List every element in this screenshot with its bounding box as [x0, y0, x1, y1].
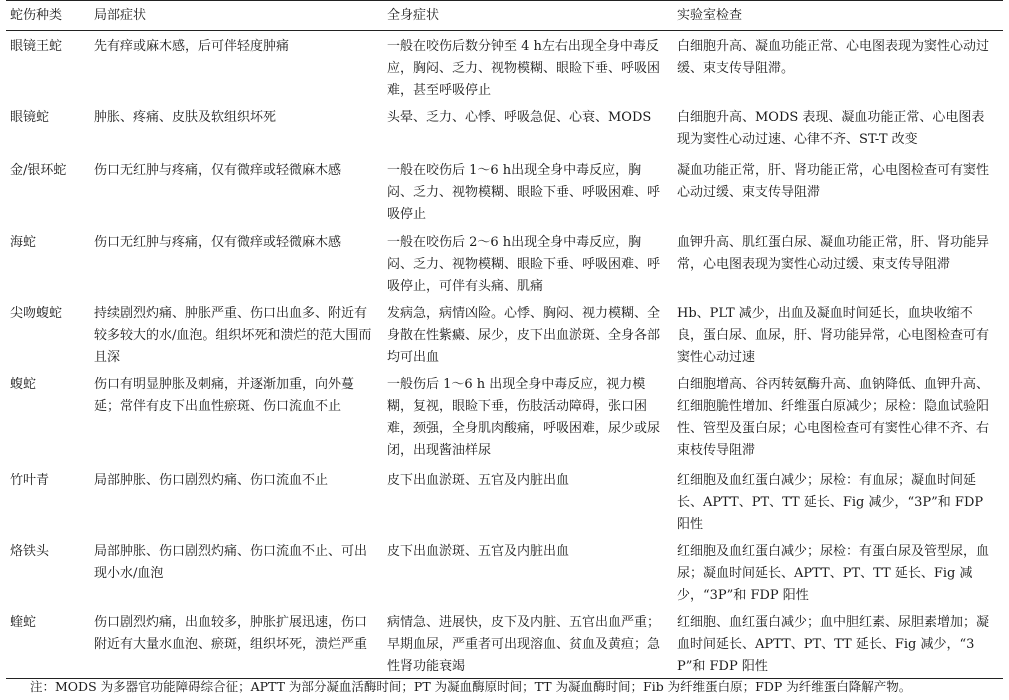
cell-lab: 白细胞升高、凝血功能正常、心电图表现为窦性心动过缓、束支传导阻滞。 [677, 39, 990, 76]
cell-species: 烙铁头 [10, 544, 50, 559]
header-systemic-symptoms: 全身症状 [383, 1, 673, 31]
snakebite-symptom-table [6, 0, 1003, 679]
cell-local: 伤口剧烈灼痛，出血较多，肿胀扩展迅速，伤口附近有大量水血泡、瘀斑，组织坏死，溃烂严重 [94, 615, 368, 652]
header-lab-tests: 实验室检查 [673, 1, 1003, 31]
cell-lab: 白细胞升高、MODS 表现、凝血功能正常、心电图表现为窦性心动过速、心律不齐、ST-T 改变 [677, 110, 985, 147]
cell-local: 局部肿胀、伤口剧烈灼痛、伤口流血不止 [94, 473, 329, 488]
cell-lab: 白细胞增高、谷丙转氨酶升高、血钠降低、血钾升高、红细胞脆性增加、纤维蛋白原减少；尿检：隐血试验阳性、管型及蛋白尿；心电图检查可有窦性心律不齐、右束枝传导阻滞 [677, 377, 990, 458]
cell-lab: 红细胞及血红蛋白减少；尿检：有血尿；凝血时间延长、APTT、PT、TT 延长、Fig 减少，“3P”和 FDP 阳性 [677, 473, 984, 532]
table-footnote: 注：MODS 为多器官功能障碍综合征；APTT 为部分凝血活酶时间；PT 为凝血酶原时间；TT 为凝血酶时间；Fib 为纤维蛋白原；FDP 为纤维蛋白降解产物。 [30, 679, 912, 694]
cell-local: 伤口有明显肿胀及刺痛，并逐渐加重，向外蔓延；常伴有皮下出血性瘀斑、伤口流血不止 [94, 377, 355, 414]
cell-systemic: 一般在咬伤后 1～6 h出现全身中毒反应，胸闷、乏力、视物模糊、眼睑下垂、呼吸困难、呼吸停止 [387, 163, 661, 222]
cell-species: 蝮蛇 [10, 377, 37, 392]
table-row [6, 31, 1003, 103]
table-row [6, 465, 1003, 536]
cell-local: 伤口无红肿与疼痛，仅有微痒或轻微麻木感 [94, 235, 342, 250]
cell-species: 金/银环蛇 [10, 163, 67, 178]
cell-systemic: 一般在咬伤后 2～6 h出现全身中毒反应，胸闷、乏力、视物模糊、眼睑下垂、呼吸困难、呼吸停止，可伴有头痛、肌痛 [387, 235, 661, 294]
table-row [6, 369, 1003, 465]
cell-local: 先有痒或麻木感，后可伴轻度肿痛 [94, 39, 290, 54]
cell-species: 蝰蛇 [10, 615, 37, 630]
cell-systemic: 病情急、进展快，皮下及内脏、五官出血严重；早期血尿，严重者可出现溶血、贫血及黄疸；急性肾功能衰竭 [387, 615, 661, 674]
cell-species: 尖吻蝮蛇 [10, 306, 63, 321]
table-row [6, 607, 1003, 679]
table-row [6, 102, 1003, 155]
cell-systemic: 皮下出血淤斑、五官及内脏出血 [387, 473, 570, 488]
cell-local: 持续剧烈灼痛、肿胀严重、伤口出血多、附近有较多较大的水/血泡。组织坏死和溃烂的范大围而且深 [94, 306, 372, 365]
cell-lab: 红细胞及血红蛋白减少；尿检：有蛋白尿及管型尿，血尿；凝血时间延长、APTT、PT、TT 延长、Fig 减少，“3P”和 FDP 阳性 [677, 544, 990, 603]
cell-species: 眼镜王蛇 [10, 39, 63, 54]
cell-systemic: 一般伤后 1～6 h 出现全身中毒反应，视力模糊，复视，眼睑下垂，伤肢活动障碍，张口困难，颈强，全身肌肉酸痛，呼吸困难，尿少或尿闭，出现酱油样尿 [387, 377, 661, 458]
header-species: 蛇伤种类 [6, 1, 90, 31]
cell-lab: 红细胞、血红蛋白减少；血中胆红素、尿胆素增加；凝血时间延长、APTT、PT、TT 延长、Fig 减少，“3P”和 FDP 阳性 [677, 615, 990, 674]
cell-local: 伤口无红肿与疼痛，仅有微痒或轻微麻木感 [94, 163, 342, 178]
cell-lab: 血钾升高、肌红蛋白尿、凝血功能正常，肝、肾功能异常，心电图表现为窦性心动过缓、束支传导阻滞 [677, 235, 990, 272]
cell-species: 眼镜蛇 [10, 110, 50, 125]
table-row [6, 155, 1003, 227]
cell-systemic: 皮下出血淤斑、五官及内脏出血 [387, 544, 570, 559]
cell-systemic: 一般在咬伤后数分钟至 4 h左右出现全身中毒反应，胸闷、乏力、视物模糊、眼睑下垂、呼吸困难，甚至呼吸停止 [387, 39, 661, 98]
cell-lab: Hb、PLT 减少，出血及凝血时间延长，血块收缩不良，蛋白尿、血尿，肝、肾功能异常，心电图检查可有窦性心动过速 [677, 306, 990, 365]
table-header-row [6, 1, 1003, 31]
table-row [6, 536, 1003, 607]
cell-species: 海蛇 [10, 235, 37, 250]
cell-systemic: 头晕、乏力、心悸、呼吸急促、心衰、MODS [387, 110, 652, 125]
cell-systemic: 发病急，病情凶险。心悸、胸闷、视力模糊、全身散在性紫癜、尿少，皮下出血淤斑、全身各部均可出血 [387, 306, 661, 365]
cell-species: 竹叶青 [10, 473, 50, 488]
table-row [6, 227, 1003, 298]
cell-local: 局部肿胀、伤口剧烈灼痛、伤口流血不止、可出现小水/血泡 [94, 544, 368, 581]
table-row [6, 298, 1003, 369]
header-local-symptoms: 局部症状 [90, 1, 383, 31]
cell-local: 肿胀、疼痛、皮肤及软组织坏死 [94, 110, 277, 125]
cell-lab: 凝血功能正常，肝、肾功能正常，心电图检查可有窦性心动过缓、束支传导阻滞 [677, 163, 990, 200]
